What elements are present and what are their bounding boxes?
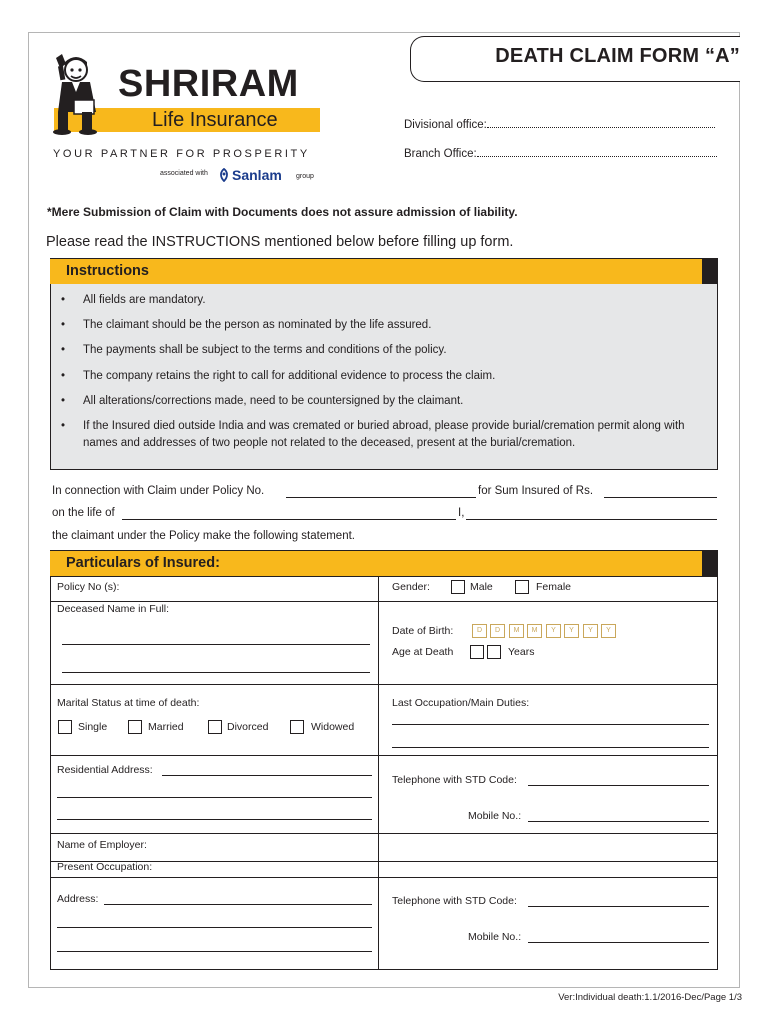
dob-cell[interactable]: M	[509, 624, 524, 638]
telephone-std-label-2: Telephone with STD Code:	[392, 895, 517, 907]
dob-cell[interactable]: M	[527, 624, 542, 638]
marital-status-label: Marital Status at time of death:	[57, 697, 200, 709]
instructions-header	[50, 258, 718, 284]
age-digit-box[interactable]	[487, 645, 501, 659]
branch-office-dots[interactable]	[477, 146, 717, 157]
gender-label: Gender:	[392, 581, 430, 593]
deceased-name-line-1[interactable]	[62, 644, 370, 645]
married-checkbox[interactable]	[128, 720, 142, 734]
instructions-box: • All fields are mandatory. • The claimant should be the person as nominated by the life assured. • The payments shall be subject to the terms and conditions of the policy. • The company retains the right to call for additional evidence to process the claim. • All alterations/corrections made, need to be countersigned by the claimant. • If the Insured died outside India and was cremated or buried abroad, please provide burial/cremation permit along with names and addresses of two people not related to the deceased, present at the burial/cremation.	[50, 284, 718, 470]
employer-name-label: Name of Employer:	[57, 839, 147, 851]
residential-address-label: Residential Address:	[57, 764, 153, 776]
read-instructions-text: Please read the INSTRUCTIONS mentioned below before filling up form.	[46, 234, 514, 250]
branch-office-label: Branch Office:	[404, 148, 477, 160]
dob-cell[interactable]: Y	[564, 624, 579, 638]
mobile-no-label-2: Mobile No.:	[468, 931, 522, 943]
single-label: Single	[78, 721, 108, 733]
single-checkbox[interactable]	[58, 720, 72, 734]
married-label: Married	[148, 721, 184, 733]
widowed-checkbox[interactable]	[290, 720, 304, 734]
sanlam-logo-icon	[218, 168, 230, 182]
logo-brand: SHRIRAM	[118, 63, 299, 105]
logo-sub-brand: Life Insurance	[152, 109, 278, 131]
age-at-death-label: Age at Death	[392, 646, 454, 658]
life-of-input[interactable]	[122, 519, 456, 520]
female-checkbox[interactable]	[515, 580, 529, 594]
dob-label: Date of Birth:	[392, 625, 454, 637]
male-label: Male	[470, 581, 493, 593]
sanlam-name: Sanlam	[232, 167, 282, 183]
divorced-label: Divorced	[227, 721, 269, 733]
dob-cell[interactable]: Y	[601, 624, 616, 638]
years-label: Years	[508, 646, 535, 658]
statement-i-label: I,	[458, 507, 465, 519]
form-title: DEATH CLAIM FORM “A”	[495, 45, 740, 67]
male-checkbox[interactable]	[451, 580, 465, 594]
widowed-label: Widowed	[311, 721, 355, 733]
statement-sum-label: for Sum Insured of Rs.	[478, 485, 594, 497]
dob-cell[interactable]: Y	[546, 624, 561, 638]
shriram-logo	[38, 52, 320, 140]
deceased-name-line-2[interactable]	[62, 672, 370, 673]
residential-address-line-2[interactable]	[57, 797, 372, 798]
statement-policy-label: In connection with Claim under Policy No.	[52, 485, 265, 497]
disclaimer-note: *Mere Submission of Claim with Documents does not assure admission of liability.	[47, 205, 518, 219]
last-occupation-line-1[interactable]	[392, 724, 709, 725]
dob-cell[interactable]: Y	[583, 624, 598, 638]
dob-cell[interactable]: D	[472, 624, 487, 638]
telephone-std-input[interactable]	[528, 785, 709, 786]
footer-version: Ver:Individual death:1.1/2016-Dec/Page 1/3	[558, 992, 742, 1003]
header-end-block	[702, 259, 718, 284]
employer-address-line-2[interactable]	[57, 927, 372, 928]
deceased-name-label: Deceased Name in Full:	[57, 603, 170, 615]
policy-number-input[interactable]	[286, 497, 476, 498]
mobile-no-input[interactable]	[528, 821, 709, 822]
last-occupation-label: Last Occupation/Main Duties:	[392, 697, 530, 709]
claimant-name-input[interactable]	[466, 519, 717, 520]
statement-closing: the claimant under the Policy make the following statement.	[52, 530, 355, 542]
employer-address-label: Address:	[57, 893, 99, 905]
residential-address-line-1[interactable]	[162, 775, 372, 776]
mobile-no-label: Mobile No.:	[468, 810, 522, 822]
instructions-title: Instructions	[66, 263, 149, 279]
policy-no-label: Policy No (s):	[57, 581, 120, 593]
particulars-title: Particulars of Insured:	[66, 555, 220, 571]
present-occupation-label: Present Occupation:	[57, 861, 153, 873]
statement-life-label: on the life of	[52, 507, 115, 519]
divisional-office-dots[interactable]	[487, 117, 715, 128]
dob-cell[interactable]: D	[490, 624, 505, 638]
age-digit-box[interactable]	[470, 645, 484, 659]
mascot-icon	[38, 52, 118, 138]
associated-with-text: associated with	[160, 170, 208, 177]
employer-address-line-3[interactable]	[57, 951, 372, 952]
divisional-office-label: Divisional office:	[404, 119, 487, 131]
form-title-tab	[410, 36, 740, 82]
employer-address-line-1[interactable]	[104, 904, 372, 905]
last-occupation-line-2[interactable]	[392, 747, 709, 748]
sum-insured-input[interactable]	[604, 497, 717, 498]
header-end-block	[702, 551, 718, 576]
telephone-std-input-2[interactable]	[528, 906, 709, 907]
divisional-office-field[interactable]	[404, 117, 715, 131]
telephone-std-label: Telephone with STD Code:	[392, 774, 517, 786]
mobile-no-input-2[interactable]	[528, 942, 709, 943]
particulars-header	[50, 550, 718, 576]
female-label: Female	[536, 581, 572, 593]
logo-tagline: YOUR PARTNER FOR PROSPERITY	[53, 148, 310, 160]
branch-office-field[interactable]	[404, 146, 717, 160]
residential-address-line-3[interactable]	[57, 819, 372, 820]
divorced-checkbox[interactable]	[208, 720, 222, 734]
sanlam-group-text: group	[296, 173, 314, 180]
